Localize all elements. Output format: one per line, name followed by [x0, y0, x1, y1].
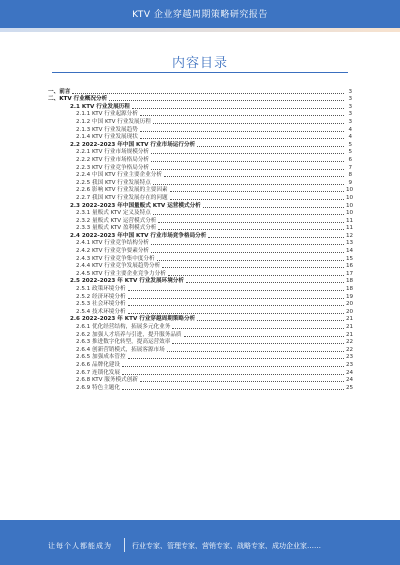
- toc-entry[interactable]: [48, 308, 352, 316]
- toc-leader-dots: [128, 305, 344, 306]
- toc-entry-label: 2.6.1 优化经营结构，拓展多元化业务: [76, 324, 171, 330]
- toc-entry[interactable]: [48, 103, 352, 111]
- toc-entry-page: 13: [346, 240, 354, 247]
- toc-entry-page: 3: [348, 111, 352, 118]
- toc-entry-label: 2.2.1 KTV 行业市场规模分析: [76, 149, 150, 156]
- toc-entry-label: 2.5.2 经济环境分析: [76, 293, 126, 300]
- toc-entry-page: 24: [346, 377, 354, 384]
- toc-entry-label: 2.4 2022-2023 年中国 KTV 行业市场竞争格局分析: [70, 232, 207, 239]
- toc-entry[interactable]: [48, 323, 352, 331]
- toc-entry-page: 10: [346, 202, 354, 209]
- toc-leader-dots: [184, 336, 344, 337]
- toc-entry-page: 10: [346, 210, 354, 217]
- toc-entry[interactable]: [48, 270, 352, 278]
- toc-entry[interactable]: [48, 187, 352, 195]
- toc-leader-dots: [167, 351, 344, 352]
- toc-entry[interactable]: [48, 118, 352, 126]
- toc-entry[interactable]: [48, 141, 352, 149]
- toc-entry[interactable]: [48, 255, 352, 263]
- toc-entry[interactable]: [48, 354, 352, 362]
- toc-entry-page: 3: [348, 118, 352, 125]
- toc-entry[interactable]: [48, 346, 352, 354]
- toc-leader-dots: [164, 176, 344, 177]
- toc-entry-label: 2.3.3 量贩式 KTV 盈利模式分析: [76, 225, 157, 232]
- toc-entry-label: 2.2.7 我国 KTV 行业发展存在的问题: [76, 194, 168, 201]
- toc-entry-page: 17: [346, 270, 354, 277]
- toc-leader-dots: [140, 131, 344, 132]
- toc-entry-page: 3: [348, 96, 352, 103]
- toc-entry-label: 2.6.2 加强人才培养与引进，提升服务品质: [76, 331, 182, 338]
- toc-entry[interactable]: [48, 149, 352, 157]
- toc-leader-dots: [128, 358, 344, 359]
- toc-entry[interactable]: [48, 88, 352, 96]
- toc-entry-label: 2.4.4 KTV 行业竞争发展趋势分析: [76, 263, 161, 270]
- toc-leader-dots: [132, 108, 344, 109]
- toc-leader-dots: [172, 328, 344, 329]
- toc-entry[interactable]: [48, 179, 352, 187]
- toc-entry-label: 2.6 2022-2023 年 KTV 行业穿越周期策略分析: [70, 316, 196, 323]
- toc-entry-page: 24: [346, 369, 354, 376]
- toc-entry-page: 22: [346, 339, 354, 346]
- toc-entry[interactable]: [48, 293, 352, 301]
- toc-leader-dots: [151, 169, 344, 170]
- toc-entry-label: 2.2.3 KTV 行业竞争格局分析: [76, 164, 150, 171]
- toc-entry-label: 2.4.1 KTV 行业竞争结构分析: [76, 240, 150, 247]
- toc-leader-dots: [151, 252, 344, 253]
- toc-entry-label: 2.1.3 KTV 行业发展趋势: [76, 126, 138, 133]
- toc-leader-dots: [151, 153, 344, 154]
- footer-tagline: 让每个人都能成为: [48, 542, 112, 550]
- toc-entry-label: 2.1.1 KTV 行业起源分析: [76, 111, 138, 118]
- toc-leader-dots: [153, 214, 344, 215]
- toc-entry-label: 2.2.6 影响 KTV 行业发展的主要因素: [76, 187, 168, 194]
- toc-entry[interactable]: [48, 361, 352, 369]
- toc-entry[interactable]: [48, 126, 352, 134]
- toc-entry-page: 3: [348, 103, 352, 110]
- toc-entry-page: 22: [346, 346, 354, 353]
- toc-entry-label: 2.6.6 品牌化建设: [76, 361, 120, 368]
- toc-entry-label: 2.5.4 技术环境分析: [76, 308, 126, 315]
- toc-entry-label: 2.4.5 KTV 行业主要企业竞争力分析: [76, 270, 166, 277]
- toc-entry[interactable]: [48, 263, 352, 271]
- table-of-contents: [48, 88, 352, 508]
- toc-entry[interactable]: [48, 164, 352, 172]
- toc-leader-dots: [172, 343, 344, 344]
- footer-roles: 行业专家、管理专家、营销专家、战略专家、成功企业家……: [132, 542, 321, 550]
- toc-entry[interactable]: [48, 377, 352, 385]
- toc-entry-page: 3: [348, 88, 352, 95]
- toc-leader-dots: [122, 366, 344, 367]
- toc-entry[interactable]: [48, 202, 352, 210]
- toc-leader-dots: [72, 93, 344, 94]
- toc-entry-label: 2.6.9 特色主题化: [76, 384, 120, 391]
- toc-entry-label: 2.5.1 政策环境分析: [76, 286, 126, 293]
- toc-entry-page: 20: [346, 308, 354, 315]
- toc-entry[interactable]: [48, 247, 352, 255]
- toc-entry[interactable]: [48, 111, 352, 119]
- toc-entry-label: 2.6.3 推进数字化转型，提高运营效率: [76, 339, 171, 346]
- toc-leader-dots: [140, 115, 344, 116]
- toc-entry-page: 10: [346, 194, 354, 201]
- toc-entry[interactable]: [48, 156, 352, 164]
- toc-entry-page: 5: [348, 141, 352, 148]
- toc-entry-page: 11: [346, 217, 354, 224]
- toc-entry-label: 2.3 2022-2023 年中国量贩式 KTV 运营模式分析: [70, 202, 201, 209]
- toc-entry-page: 19: [346, 293, 354, 300]
- toc-entry-page: 16: [346, 263, 354, 270]
- toc-leader-dots: [158, 222, 344, 223]
- toc-title-rule: [52, 72, 348, 73]
- toc-entry-label: 2.3.2 量贩式 KTV 运营模式分析: [76, 217, 157, 224]
- toc-entry-label: 2.6.7 连锁化发展: [76, 369, 120, 376]
- toc-entry[interactable]: [48, 232, 352, 240]
- toc-entry-label: 2.1.4 KTV 行业发展现状: [76, 134, 138, 141]
- toc-entry-page: 23: [346, 361, 354, 368]
- toc-entry-page: 21: [346, 324, 354, 330]
- toc-entry-page: 25: [346, 384, 354, 391]
- toc-entry-page: 5: [348, 149, 352, 156]
- toc-entry-page: 4: [348, 134, 352, 141]
- toc-leader-dots: [170, 199, 344, 200]
- toc-entry[interactable]: [48, 240, 352, 248]
- toc-leader-dots: [186, 282, 344, 283]
- toc-entry[interactable]: [48, 384, 352, 392]
- toc-entry-page: 20: [346, 301, 354, 308]
- toc-entry-label: 2.6.4 创新营销模式，拓展客源市场: [76, 346, 165, 353]
- toc-entry-label: 2.5 2022-2023 年 KTV 行业发展环境分析: [70, 278, 184, 285]
- header-accent: [0, 28, 400, 32]
- toc-entry-page: 9: [348, 179, 352, 186]
- toc-leader-dots: [208, 237, 344, 238]
- toc-leader-dots: [109, 100, 344, 101]
- toc-entry[interactable]: [48, 96, 352, 104]
- toc-leader-dots: [151, 161, 344, 162]
- toc-entry-page: 8: [348, 172, 352, 179]
- toc-entry[interactable]: [48, 134, 352, 142]
- toc-title: 内容目录: [171, 56, 228, 71]
- header-title: KTV 企业穿越周期策略研究报告: [132, 10, 268, 20]
- toc-leader-dots: [197, 146, 344, 147]
- toc-entry-page: 14: [346, 248, 354, 255]
- toc-entry-label: 2.1.2 中国 KTV 行业发展历程: [76, 118, 151, 125]
- toc-entry[interactable]: [48, 331, 352, 339]
- toc-entry-page: 18: [346, 286, 354, 293]
- toc-entry-label: 2.2.4 中国 KTV 行业主要企业分析: [76, 172, 162, 179]
- toc-leader-dots: [151, 244, 344, 245]
- toc-entry-page: 6: [348, 156, 352, 163]
- toc-leader-dots: [128, 298, 344, 299]
- toc-entry-page: 21: [346, 316, 354, 323]
- toc-entry-page: 21: [346, 331, 354, 338]
- toc-entry-page: 7: [348, 164, 352, 171]
- toc-leader-dots: [122, 374, 344, 375]
- toc-entry[interactable]: [48, 301, 352, 309]
- toc-entry-label: 2.4.2 KTV 行业竞争要素分析: [76, 248, 150, 255]
- toc-leader-dots: [170, 191, 344, 192]
- toc-entry-page: 10: [346, 187, 354, 194]
- toc-entry[interactable]: [48, 285, 352, 293]
- toc-leader-dots: [122, 389, 344, 390]
- toc-entry-page: 4: [348, 126, 352, 133]
- toc-entry-label: 一、前言: [48, 88, 71, 95]
- toc-entry[interactable]: [48, 194, 352, 202]
- toc-entry[interactable]: [48, 225, 352, 233]
- toc-leader-dots: [140, 138, 344, 139]
- toc-entry-label: 2.3.1 量贩式 KTV 定义及特点: [76, 210, 151, 217]
- toc-entry-label: 二、KTV 行业概况分析: [48, 96, 108, 103]
- toc-leader-dots: [140, 381, 344, 382]
- footer-separator: [124, 538, 125, 552]
- toc-leader-dots: [128, 313, 344, 314]
- toc-entry-label: 2.5.3 社会环境分析: [76, 301, 126, 308]
- toc-entry-page: 18: [346, 278, 354, 285]
- toc-entry[interactable]: [48, 278, 352, 286]
- toc-entry-page: 15: [346, 255, 354, 262]
- toc-entry[interactable]: [48, 316, 352, 324]
- toc-entry[interactable]: [48, 369, 352, 377]
- toc-entry-page: 23: [346, 354, 354, 361]
- toc-leader-dots: [128, 290, 344, 291]
- toc-leader-dots: [157, 260, 344, 261]
- toc-entry-page: 12: [346, 232, 354, 239]
- toc-entry[interactable]: [48, 339, 352, 347]
- toc-entry-label: 2.6.8 KTV 服务模式创新: [76, 377, 138, 384]
- toc-leader-dots: [197, 320, 344, 321]
- toc-entry[interactable]: [48, 172, 352, 180]
- toc-entry-label: 2.1 KTV 行业发展历程: [70, 103, 130, 110]
- toc-entry-label: 2.4.3 KTV 行业竞争集中度分析: [76, 255, 155, 262]
- toc-leader-dots: [158, 229, 344, 230]
- toc-entry-label: 2.2.5 我国 KTV 行业发展特点: [76, 179, 151, 186]
- toc-entry-page: 11: [346, 225, 354, 232]
- toc-leader-dots: [162, 267, 344, 268]
- toc-entry-label: 2.6.5 加强成本管控: [76, 354, 126, 361]
- toc-entry-label: 2.2 2022-2023 年中国 KTV 行业市场运行分析: [70, 141, 196, 148]
- toc-entry-label: 2.2.2 KTV 行业市场格局分析: [76, 156, 150, 163]
- toc-entry[interactable]: [48, 210, 352, 218]
- toc-leader-dots: [153, 184, 344, 185]
- toc-leader-dots: [203, 207, 344, 208]
- toc-leader-dots: [168, 275, 344, 276]
- toc-leader-dots: [153, 123, 344, 124]
- toc-entry[interactable]: [48, 217, 352, 225]
